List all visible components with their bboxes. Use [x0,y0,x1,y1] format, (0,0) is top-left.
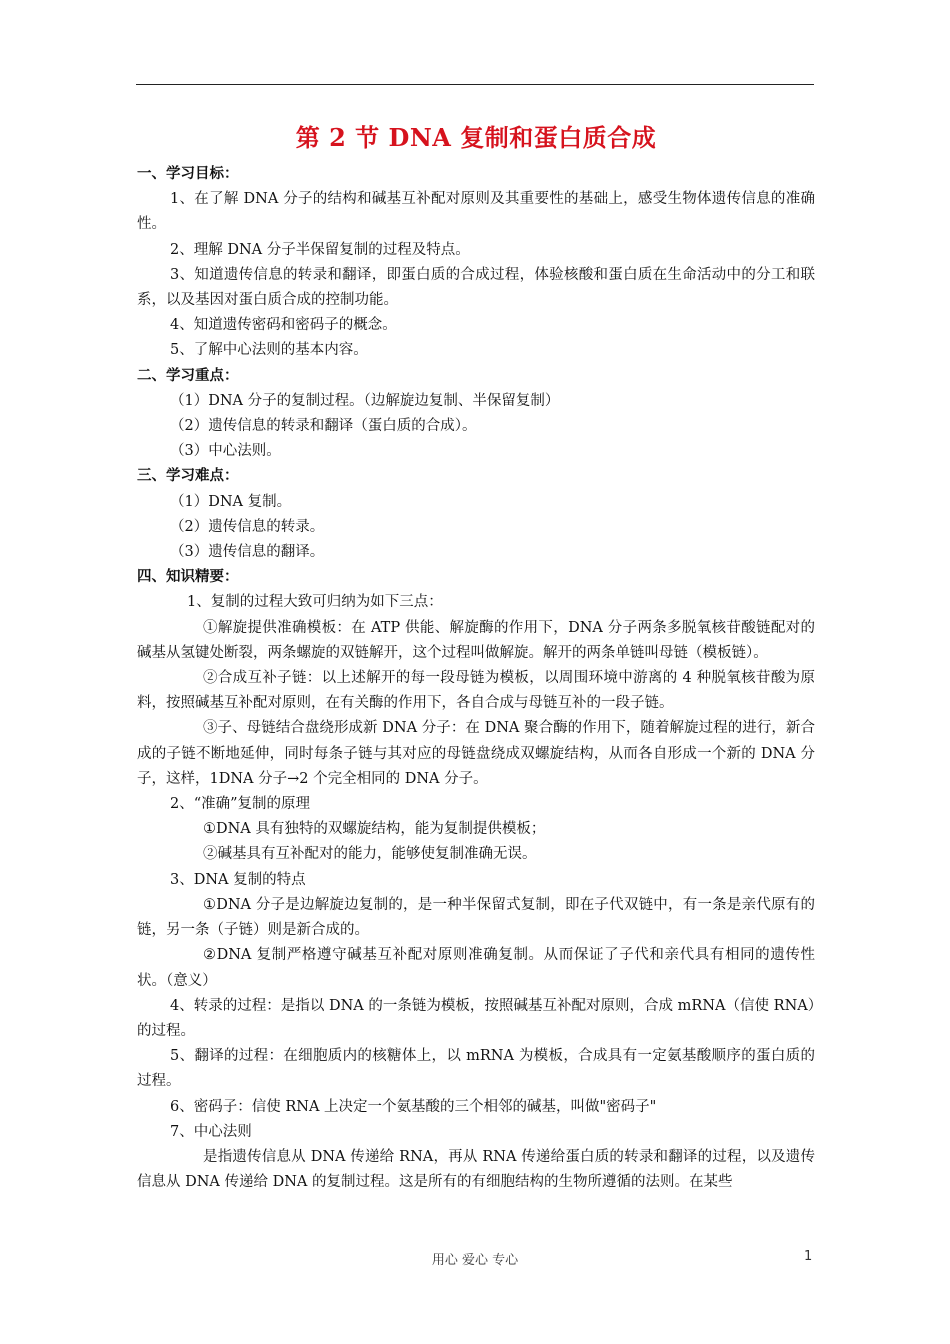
knowledge-item: 1、复制的过程大致可归纳为如下三点： [187,594,443,611]
knowledge-subitem: ①DNA 分子是边解旋边复制的，是一种半保留式复制，即在子代双链中，有一条是亲代原有的链，另一条（子链）则是新合成的。 [137,896,815,939]
header-rule [136,84,814,85]
section-heading-objectives: 一、学习目标： [137,166,239,182]
knowledge-subitem: ①DNA 具有独特的双螺旋结构，能为复制提供模板； [203,821,546,838]
knowledge-item: 7、中心法则 [170,1123,252,1140]
objective-item: 5、了解中心法则的基本内容。 [170,342,368,359]
knowledge-item: 4、转录的过程：是指以 DNA 的一条链为模板，按照碱基互补配对原则，合成 mRNA（信使 RNA）的过程。 [137,997,815,1039]
knowledge-item: 6、密码子：信使 RNA 上决定一个氨基酸的三个相邻的碱基，叫做"密码子" [170,1098,657,1115]
document-body [137,118,815,1195]
knowledge-subitem: ②DNA 复制严格遵守碱基互补配对原则准确复制。从而保证了子代和亲代具有相同的遗传性状。（意义） [137,947,815,989]
page-title: 第 2 节 DNA 复制和蛋白质合成 [295,123,657,152]
objective-item: 2、理解 DNA 分子半保留复制的过程及特点。 [170,241,470,258]
knowledge-subitem: ②合成互补子链：以上述解开的每一段母链为模板，以周围环境中游离的 4 种脱氧核苷酸为原料，按照碱基互补配对原则，在有关酶的作用下，各自合成与母链互补的一段子链。 [137,670,815,712]
knowledge-subitem: ②碱基具有互补配对的能力，能够使复制准确无误。 [203,846,537,863]
section-heading-key-points: 二、学习重点： [137,367,239,384]
knowledge-item: 3、DNA 复制的特点 [170,871,306,888]
key-point-item: （2）遗传信息的转录和翻译（蛋白质的合成）。 [170,418,477,435]
key-point-item: （1）DNA 分子的复制过程。（边解旋边复制、半保留复制） [170,392,560,409]
page-footer: 用心 爱心 专心 [431,1253,519,1268]
section-heading-difficulties: 三、学习难点： [137,468,239,485]
difficulty-item: （3）遗传信息的翻译。 [170,544,325,561]
knowledge-subitem: ①解旋提供准确模板：在 ATP 供能、解旋酶的作用下，DNA 分子两条多脱氧核苷酸链配对的碱基从氢键处断裂，两条螺旋的双链解开，这个过程叫做解旋。解开的两条单链叫母链（模板链）。 [137,619,815,661]
difficulty-item: （1）DNA 复制。 [170,493,292,510]
objective-item: 1、在了解 DNA 分子的结构和碱基互补配对原则及其重要性的基础上，感受生物体遗传信息的准确性。 [137,191,815,233]
difficulty-item: （2）遗传信息的转录。 [170,518,325,535]
objective-item: 4、知道遗传密码和密码子的概念。 [170,317,397,334]
knowledge-item: 5、翻译的过程：在细胞质内的核糖体上，以 mRNA 为模板，合成具有一定氨基酸顺序的蛋白质的过程。 [137,1048,815,1090]
knowledge-subitem: 是指遗传信息从 DNA 传递给 RNA，再从 RNA 传递给蛋白质的转录和翻译的过程，以及遗传信息从 DNA 传递给 DNA 的复制过程。这是所有的有细胞结构的生物所遵循的法则。在某些 [137,1148,815,1191]
section-heading-knowledge: 四、知识精要： [137,569,239,586]
page-number: 1 [804,1249,813,1264]
knowledge-item: 2、“准确”复制的原理 [170,796,311,813]
key-point-item: （3）中心法则。 [170,443,281,460]
objective-item: 3、知道遗传信息的转录和翻译，即蛋白质的合成过程，体验核酸和蛋白质在生命活动中的分工和联系，以及基因对蛋白质合成的控制功能。 [137,266,815,309]
knowledge-subitem: ③子、母链结合盘绕形成新 DNA 分子：在 DNA 聚合酶的作用下，随着解旋过程的进行，新合成的子链不断地延伸，同时每条子链与其对应的母链盘绕成双螺旋结构，从而各自形成一个新的 DNA 分子，这样，1DNA 分子→2 个完全相同的 DNA 分子。 [137,720,815,787]
